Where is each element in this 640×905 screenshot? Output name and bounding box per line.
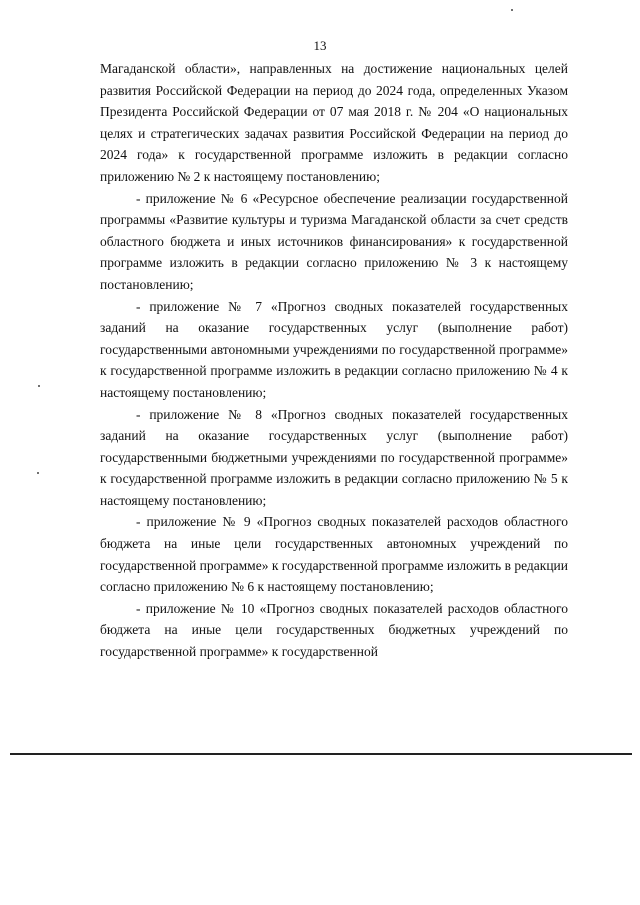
paragraph-appendix-7: - приложение № 7 «Прогноз сводных показателей государственных заданий на оказание государственных услуг (выполнение работ) государственными автономными учреждениями по государственной программе» к государственной программе изложить в редакции согласно приложению № 4 к настоящему постановлению; xyxy=(100,298,568,400)
document-body xyxy=(100,58,568,663)
paragraph-appendix-6: - приложение № 6 «Ресурсное обеспечение реализации государственной программы «Развитие культуры и туризма Магаданской области за счет средств областного бюджета и иных источников финансирования» к государственной программе изложить в редакции согласно приложению № 3 к настоящему постановлению; xyxy=(100,190,568,292)
paragraph-appendix-8: - приложение № 8 «Прогноз сводных показателей государственных заданий на оказание государственных услуг (выполнение работ) государственными бюджетными учреждениями по государственной программе» к государственной программе изложить в редакции согласно приложению № 5 к настоящему постановлению; xyxy=(100,406,568,508)
scan-speck xyxy=(511,9,513,11)
scan-speck xyxy=(37,472,39,474)
paragraph-appendix-9: - приложение № 9 «Прогноз сводных показателей расходов областного бюджета на иные цели государственных автономных учреждений по государственной программе» к государственной программе изложить в редакции согласно приложению № 6 к настоящему постановлению; xyxy=(100,514,568,595)
scan-speck xyxy=(38,385,40,387)
paragraph-continuation: Магаданской области», направленных на достижение национальных целей развития Российской Федерации на период до 2024 года, определенных Указом Президента Российской Федерации от 07 мая 2018 г. № 204 «О национальных целях и стратегических задачах развития Российской Федерации на период до 2024 года» к государственной программе изложить в редакции согласно приложению № 2 к настоящему постановлению; xyxy=(100,61,568,184)
page-number: 13 xyxy=(313,38,327,53)
scan-edge-line xyxy=(10,753,632,755)
paragraph-appendix-10: - приложение № 10 «Прогноз сводных показателей расходов областного бюджета на иные цели государственных бюджетных учреждений по государственной программе» к государственной xyxy=(100,600,568,660)
